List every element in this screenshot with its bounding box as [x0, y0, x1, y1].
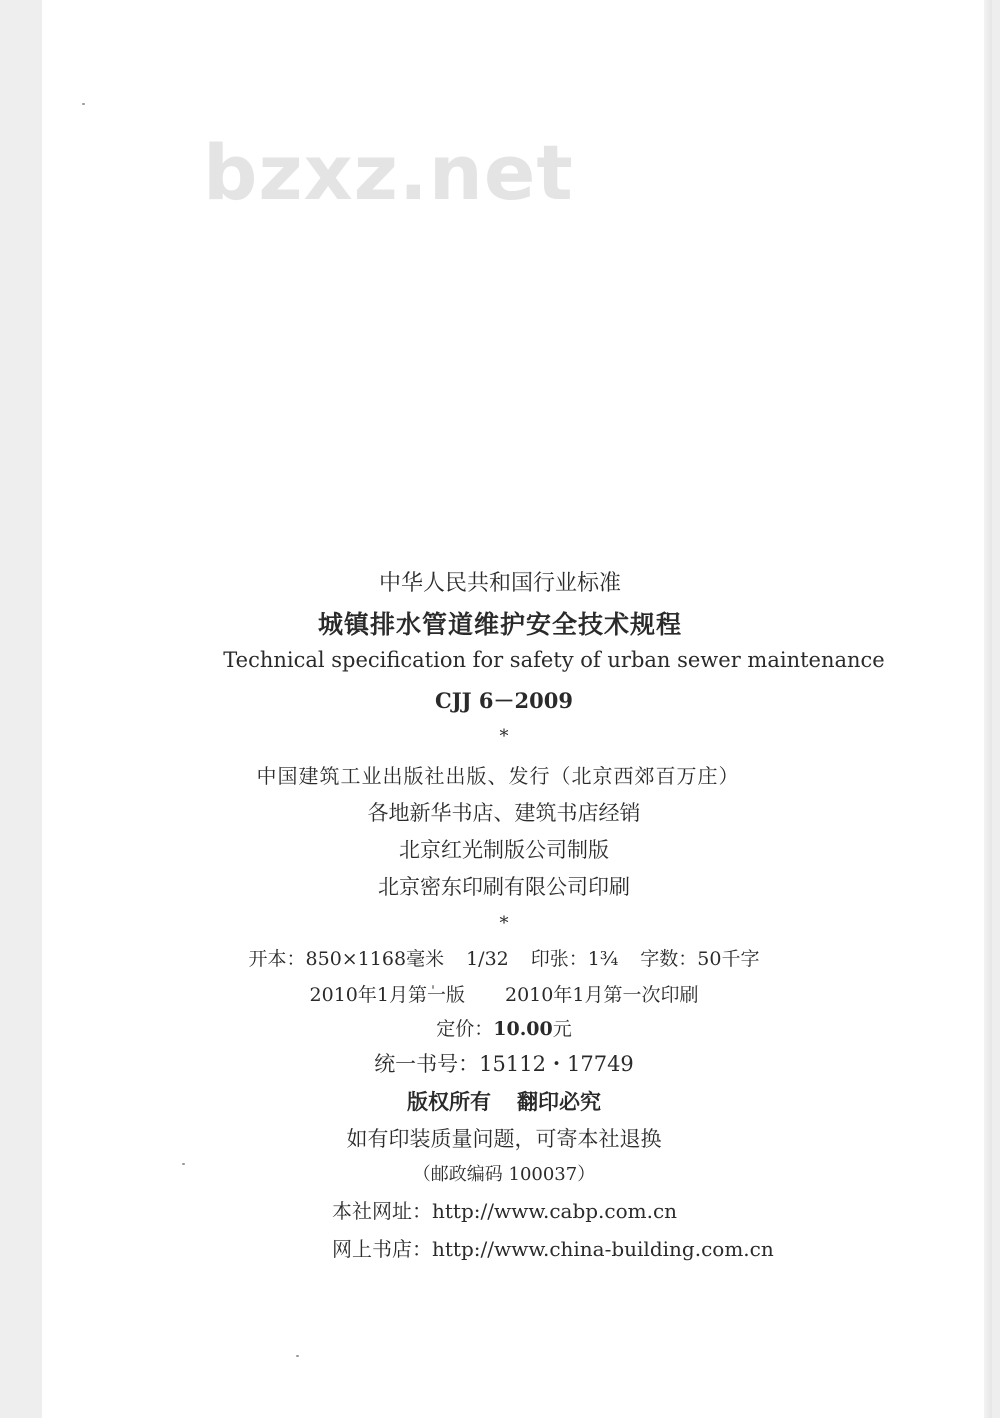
- scan-speck: [82, 103, 85, 105]
- quality-notice: 如有印装质量问题，可寄本社退换: [346, 1127, 662, 1151]
- price-label: 定价：: [436, 1018, 494, 1040]
- copyright-piracy-warning: 翻印必究: [517, 1089, 601, 1114]
- separator-star: *: [499, 726, 509, 747]
- copyright-line: [4, 1086, 1000, 1116]
- postcode: （邮政编码 100037）: [412, 1164, 596, 1185]
- format-size: 开本：850×1168毫米: [248, 948, 445, 970]
- price-line: [4, 1014, 1000, 1041]
- watermark-text: bzxz.net: [203, 128, 574, 217]
- copyright-reserved: 版权所有: [407, 1089, 491, 1114]
- publisher-line: 中国建筑工业出版社出版、发行（北京西郊百万庄）: [256, 764, 740, 788]
- printer-line: 北京密东印刷有限公司印刷: [378, 875, 630, 899]
- format-sheets: 印张：1¾: [530, 948, 619, 970]
- first-printing: 2010年1月第一次印刷: [505, 984, 699, 1006]
- plate-maker-line: 北京红光制版公司制版: [399, 838, 609, 862]
- standard-code: CJJ 6－2009: [435, 688, 573, 713]
- price-unit: 元: [552, 1018, 572, 1040]
- price-value: 10.00: [493, 1018, 553, 1040]
- format-fold: 1/32: [466, 948, 509, 970]
- title-english: Technical specification for safety of urban sewer maintenance: [223, 648, 885, 672]
- scan-speck: [296, 1355, 299, 1357]
- online-bookstore: 网上书店：http://www.china-building.com.cn: [332, 1237, 774, 1261]
- distributor-line: 各地新华书店、建筑书店经销: [367, 801, 641, 825]
- format-line: [4, 944, 1000, 971]
- separator-star: *: [499, 913, 509, 934]
- first-edition: 2010年1月第一版: [309, 984, 465, 1006]
- standard-type: 中华人民共和国行业标准: [378, 571, 621, 596]
- format-words: 字数：50千字: [640, 948, 760, 970]
- edition-line: [4, 980, 1000, 1007]
- title-chinese: 城镇排水管道维护安全技术规程: [317, 610, 682, 639]
- publisher-website: 本社网址：http://www.cabp.com.cn: [332, 1199, 678, 1223]
- unified-book-number: 统一书号：15112・17749: [374, 1052, 634, 1076]
